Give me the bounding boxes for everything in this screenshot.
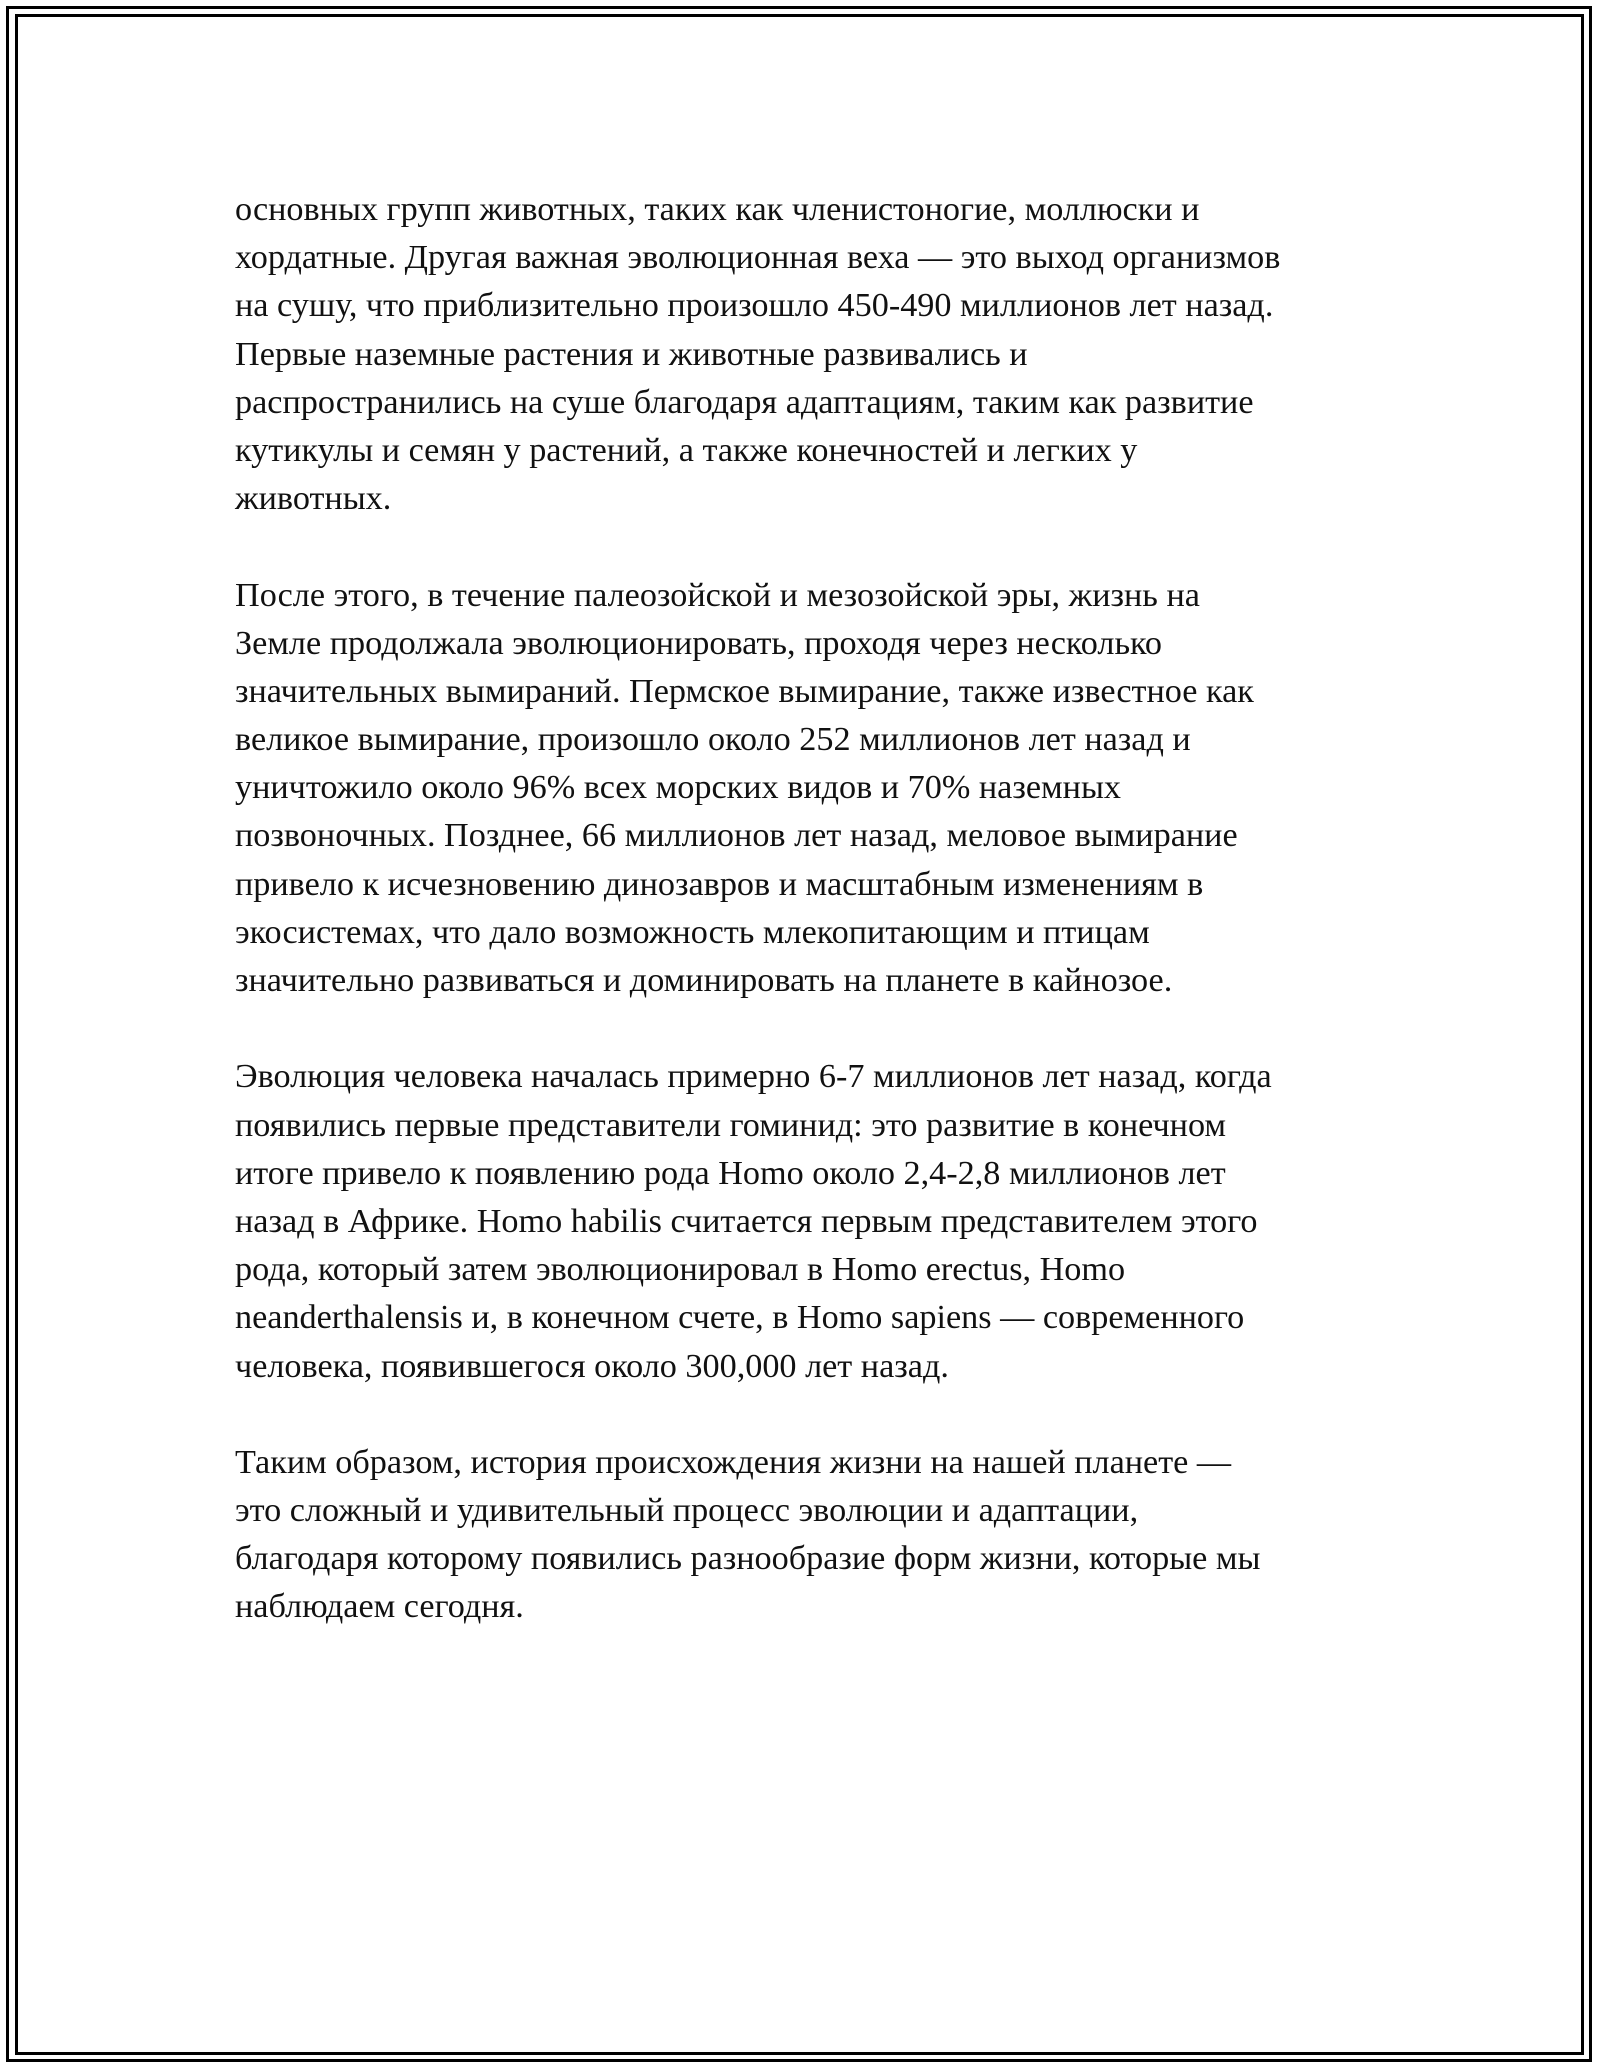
text-line: хордатные. Другая важная эволюционная веха — это выход организмов [235,239,1281,277]
text-line: это сложный и удивительный процесс эволюции и адаптации, [235,1492,1139,1530]
text-line: привело к исчезновению динозавров и масштабным изменениям в [235,865,1204,903]
text-line: на сушу, что приблизительно произошло 450-490 миллионов лет назад. [235,287,1274,325]
document-body [235,186,1375,1680]
text-line: человека, появившегося около 300,000 лет назад. [235,1347,949,1385]
text-line: позвоночных. Позднее, 66 миллионов лет назад, меловое вымирание [235,817,1238,855]
text-line: Земле продолжала эволюционировать, проходя через несколько [235,624,1163,662]
text-line: рода, который затем эволюционировал в Homo erectus, Homo [235,1251,1126,1289]
text-line: neanderthalensis и, в конечном счете, в Homo sapiens — современного [235,1299,1245,1337]
paragraph-4 [235,1439,1375,1632]
paragraph-3 [235,1053,1375,1390]
paragraph-2 [235,572,1375,1006]
text-line: благодаря которому появились разнообразие форм жизни, которые мы [235,1540,1261,1578]
text-line: экосистемах, что дало возможность млекопитающим и птицам [235,913,1150,951]
text-line: значительных вымираний. Пермское вымирание, также известное как [235,672,1254,710]
text-line: Эволюция человека началась примерно 6-7 миллионов лет назад, когда [235,1058,1272,1096]
text-line: животных. [235,480,392,518]
text-line: значительно развиваться и доминировать на планете в кайнозое. [235,962,1173,999]
text-line: Таким образом, история происхождения жизни на нашей планете — [235,1443,1232,1481]
text-line: итоге привело к появлению рода Homo около 2,4-2,8 миллионов лет [235,1154,1226,1192]
text-line: наблюдаем сегодня. [235,1588,524,1626]
text-line: появились первые представители гоминид: это развитие в конечном [235,1106,1227,1144]
text-line: Первые наземные растения и животные развивались и [235,335,1028,373]
text-line: великое вымирание, произошло около 252 миллионов лет назад и [235,721,1191,759]
text-line: распространились на суше благодаря адаптациям, таким как развитие [235,383,1254,421]
text-line: основных групп животных, таких как членистоногие, моллюски и [235,191,1200,228]
paragraph-1 [235,186,1375,523]
text-line: назад в Африке. Homo habilis считается первым представителем этого [235,1202,1258,1240]
text-line: кутикулы и семян у растений, а также конечностей и легких у [235,431,1138,469]
text-line: После этого, в течение палеозойской и мезозойской эры, жизнь на [235,576,1200,614]
text-line: уничтожило около 96% всех морских видов и 70% наземных [235,769,1122,807]
